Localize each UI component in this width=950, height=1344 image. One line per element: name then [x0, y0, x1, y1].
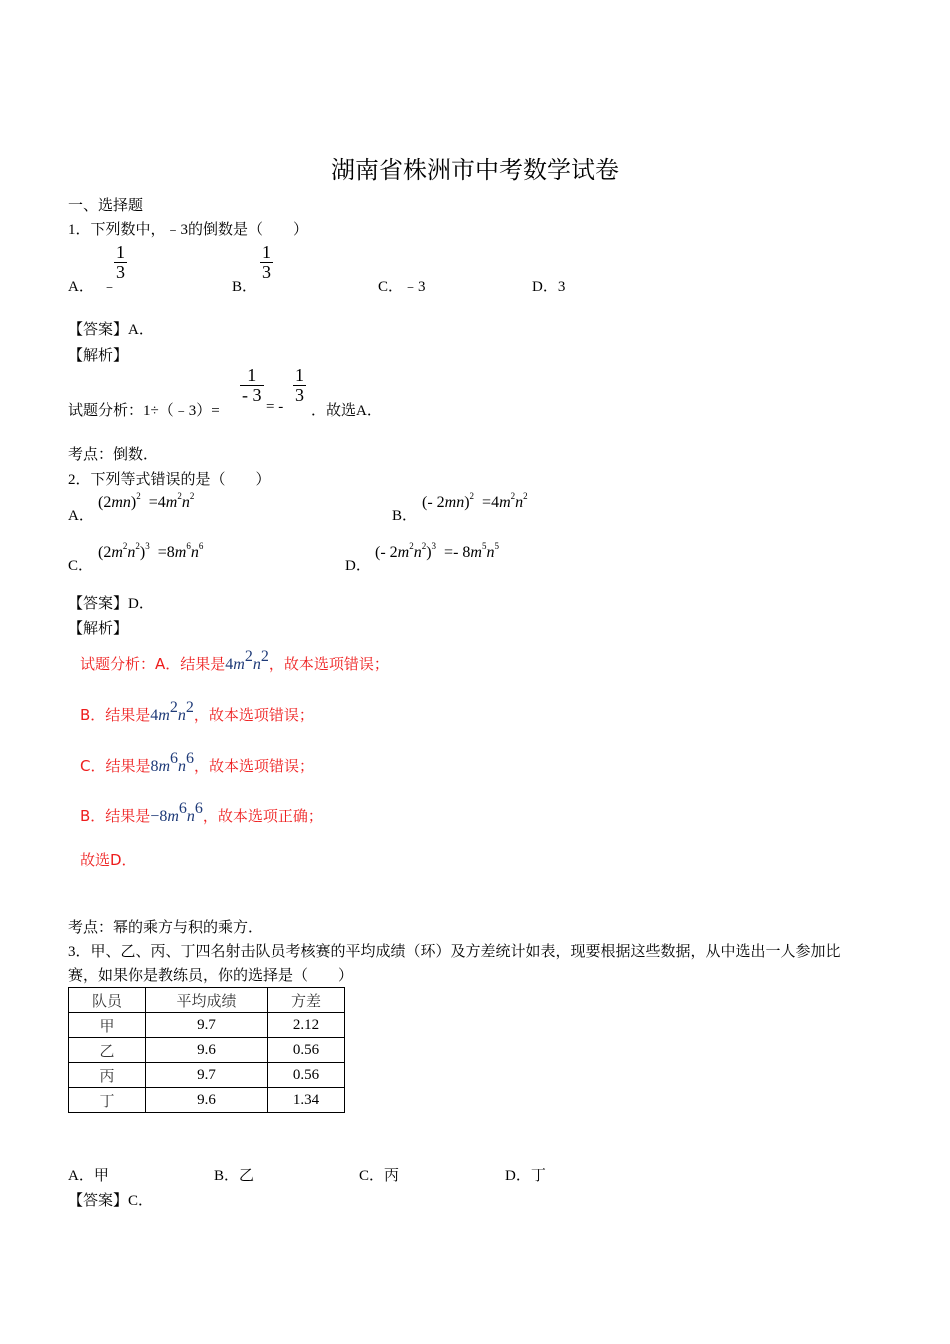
- fraction-denominator: 3: [295, 384, 304, 405]
- q1-option-a-fraction: [114, 243, 127, 282]
- analysis-text: ，故本选项错误；: [193, 706, 314, 724]
- analysis-text: ，故本选项错误；: [194, 757, 315, 775]
- table-row: [69, 1013, 345, 1038]
- table-cell: 丁: [69, 1088, 146, 1113]
- q2-analysis-line-3: C．结果是$8m^6n^6$，故本选项错误；: [80, 750, 315, 775]
- table-cell: 9.7: [146, 1013, 268, 1038]
- fraction-numerator: 1: [262, 242, 271, 262]
- q2-option-b-formula: (- $2mn)^2 =4m^2n^2$: [422, 491, 528, 511]
- q2-option-a-formula: $(2mn)^2 =4m^2n^2$: [98, 491, 195, 511]
- q2-analysis-line-1: 试题分析：A．结果是$4m^2n^2$，故本选项错误；: [80, 648, 389, 673]
- q3-option-b: B．乙: [214, 1168, 255, 1184]
- q3-option-d: D．丁: [505, 1168, 546, 1184]
- fraction-denominator: - 3: [242, 384, 262, 405]
- q1-work: [68, 366, 468, 422]
- q2-option-c-label: C．: [68, 558, 94, 574]
- table-cell: 9.6: [146, 1038, 268, 1063]
- q2-knowledge-point: 考点：幂的乘方与积的乘方．: [68, 920, 264, 936]
- table-cell: 乙: [69, 1038, 146, 1063]
- q1-option-a-label: A．: [68, 279, 94, 295]
- table-row: [69, 1088, 345, 1113]
- table-cell: 9.6: [146, 1088, 268, 1113]
- q1-work-fraction-1: [240, 366, 264, 405]
- q1-answer: 【答案】A．: [68, 322, 154, 338]
- q3-answer: 【答案】C．: [68, 1193, 154, 1209]
- analysis-text: C．结果是: [80, 757, 151, 775]
- fraction-numerator: 1: [247, 365, 257, 385]
- q2-stem: 2．下列等式错误的是（ ）: [68, 472, 271, 488]
- table-cell: 丙: [69, 1063, 146, 1088]
- table-cell: 甲: [69, 1013, 146, 1038]
- table-cell: 2.12: [268, 1013, 345, 1038]
- table-cell: 1.34: [268, 1088, 345, 1113]
- table-header-cell: 平均成绩: [146, 988, 268, 1013]
- q2-answer: 【答案】D．: [68, 596, 154, 612]
- analysis-text: ，故本选项正确；: [202, 807, 323, 825]
- q1-option-b-label: B．: [232, 279, 258, 295]
- q3-score-table: [68, 987, 345, 1113]
- fraction-numerator: 1: [295, 365, 304, 385]
- table-row: [69, 1063, 345, 1088]
- table-cell: 9.7: [146, 1063, 268, 1088]
- q2-analysis-line-2: B．结果是$4m^2n^2$，故本选项错误；: [80, 699, 314, 724]
- fraction-denominator: 3: [262, 261, 271, 282]
- q1-stem: 1．下列数中，﹣3的倒数是（ ）: [68, 222, 309, 238]
- table-header-cell: 方差: [268, 988, 345, 1013]
- q1-option-a-sign: ﹣: [102, 279, 118, 295]
- q1-work-middle: = -: [266, 399, 284, 415]
- q1-option-d: D．3: [532, 279, 566, 295]
- table-header-cell: 队员: [69, 988, 146, 1013]
- table-cell: 0.56: [268, 1063, 345, 1088]
- table-row: [69, 1038, 345, 1063]
- analysis-text: B．结果是: [80, 706, 151, 724]
- q1-option-b-fraction: [260, 243, 273, 282]
- q1-option-c: C．﹣3: [378, 279, 426, 295]
- q2-analysis-conclusion: 故选D．: [80, 851, 137, 869]
- section-heading: 一、选择题: [68, 198, 144, 214]
- page-title: 湖南省株洲市中考数学试卷: [331, 158, 619, 184]
- q1-work-fraction-2: [293, 366, 306, 405]
- q3-stem-line-1: 3．甲、乙、丙、丁四名射击队员考核赛的平均成绩（环）及方差统计如表，现要根据这些数据，从中选出一人参加比: [68, 944, 841, 960]
- q2-option-d-formula: (- $2m^2n^2)^3 =- 8m^5n^5$: [375, 541, 499, 561]
- q1-analysis-heading: 【解析】: [68, 348, 129, 364]
- table-cell: 0.56: [268, 1038, 345, 1063]
- q2-option-d-label: D．: [345, 558, 371, 574]
- q2-analysis-heading: 【解析】: [68, 621, 129, 637]
- q1-knowledge-point: 考点：倒数．: [68, 447, 159, 463]
- q3-option-c: C．丙: [359, 1168, 400, 1184]
- analysis-text: B．结果是: [80, 807, 151, 825]
- q2-option-c-formula: $(2m^2n^2)^3 =8m^6n^6$: [98, 541, 204, 561]
- q2-option-b-label: B．: [392, 508, 418, 524]
- fraction-denominator: 3: [116, 261, 125, 282]
- table-header-row: [69, 988, 345, 1013]
- analysis-text: ，故本选项错误；: [268, 655, 389, 673]
- q1-work-prefix: 试题分析：1÷（﹣3）=: [68, 403, 220, 419]
- fraction-numerator: 1: [116, 242, 125, 262]
- q1-work-suffix: ．故选A．: [311, 403, 382, 419]
- q2-analysis-line-4: B．结果是$-8m^6n^6$，故本选项正确；: [80, 800, 323, 825]
- q3-stem-line-2: 赛，如果你是教练员，你的选择是（ ）: [68, 968, 354, 984]
- q2-option-a-label: A．: [68, 508, 94, 524]
- q3-option-a: A．甲: [68, 1168, 109, 1184]
- analysis-text: 试题分析：A．结果是: [80, 655, 226, 673]
